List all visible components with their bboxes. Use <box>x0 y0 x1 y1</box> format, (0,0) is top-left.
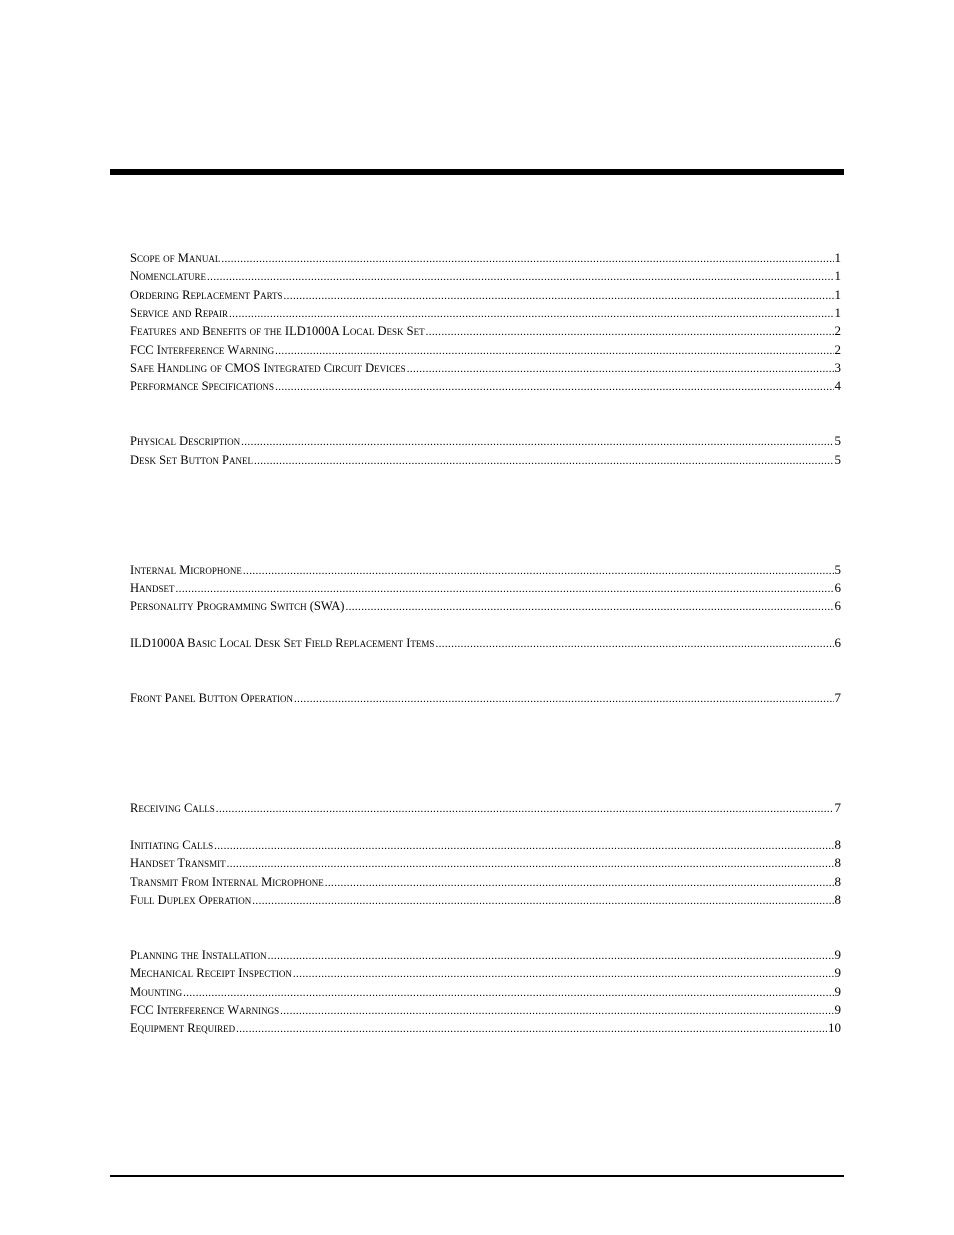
dot-leader <box>325 874 834 892</box>
toc-entry-page: 8 <box>834 874 841 889</box>
toc-entry-ordering-replacement-parts[interactable] <box>130 286 841 304</box>
dot-leader <box>294 690 834 708</box>
toc-entry-title: FCC Interference Warnings <box>130 1003 280 1017</box>
toc-entry-initiating-calls[interactable] <box>130 836 841 854</box>
toc-entry-physical-description[interactable] <box>130 432 841 450</box>
toc-entry-page: 5 <box>834 433 841 448</box>
toc-entry-page: 9 <box>834 965 841 980</box>
toc-entry-page: 6 <box>834 580 841 595</box>
toc-entry-features-and-benefits[interactable] <box>130 322 841 340</box>
toc-entry-nomenclature[interactable] <box>130 267 841 285</box>
toc-entry-title: Mounting <box>130 985 183 999</box>
toc-entry-title: Features and Benefits of the ILD1000A Local Desk Set <box>130 324 425 338</box>
toc-entry-planning-the-installation[interactable] <box>130 946 841 964</box>
toc-entry-personality-programming-switch[interactable] <box>130 597 841 615</box>
toc-entry-page: 7 <box>834 800 841 815</box>
toc-entry-internal-microphone[interactable] <box>130 561 841 579</box>
dot-leader <box>435 635 833 653</box>
toc-entry-receiving-calls[interactable] <box>130 799 841 817</box>
toc-entry-page: 4 <box>834 378 841 393</box>
toc-entry-page: 2 <box>834 323 841 338</box>
toc-entry-desk-set-button-panel[interactable] <box>130 451 841 469</box>
toc-entry-title: Transmit From Internal Microphone <box>130 875 324 889</box>
toc-entry-title: Scope of Manual <box>130 251 221 265</box>
toc-entry-title: Physical Description <box>130 434 241 448</box>
toc-entry-title: Performance Specifications <box>130 379 275 393</box>
toc-entry-page: 1 <box>834 268 841 283</box>
toc-entry-transmit-internal-microphone[interactable] <box>130 873 841 891</box>
toc-entry-page: 5 <box>834 452 841 467</box>
dot-leader <box>221 250 833 268</box>
dot-leader <box>207 268 833 286</box>
dot-leader <box>275 378 833 396</box>
toc-entry-page: 9 <box>834 1002 841 1017</box>
toc-entry-title: Service and Repair <box>130 306 228 320</box>
dot-leader <box>241 433 833 451</box>
toc-entry-scope-of-manual[interactable] <box>130 249 841 267</box>
toc-entry-title: Full Duplex Operation <box>130 893 252 907</box>
toc-entry-page: 6 <box>834 635 841 650</box>
toc-entry-full-duplex-operation[interactable] <box>130 891 841 909</box>
toc-entry-title: Initiating Calls <box>130 838 214 852</box>
dot-leader <box>216 800 834 818</box>
toc-entry-handset[interactable] <box>130 579 841 597</box>
dot-leader <box>254 452 834 470</box>
dot-leader <box>214 837 833 855</box>
dot-leader <box>229 305 834 323</box>
toc-entry-page: 1 <box>834 305 841 320</box>
dot-leader <box>183 984 833 1002</box>
toc-entry-page: 8 <box>834 892 841 907</box>
toc-entry-title: Internal Microphone <box>130 563 242 577</box>
toc-entry-title: Personality Programming Switch (SWA) <box>130 599 345 613</box>
toc-entry-page: 2 <box>834 342 841 357</box>
toc-entry-front-panel-button-operation[interactable] <box>130 689 841 707</box>
toc-entry-fcc-interference-warning[interactable] <box>130 341 841 359</box>
toc-entry-title: FCC Interference Warning <box>130 343 275 357</box>
toc-entry-service-and-repair[interactable] <box>130 304 841 322</box>
toc-entry-title: Receiving Calls <box>130 801 215 815</box>
toc-entry-title: Desk Set Button Panel <box>130 453 253 467</box>
toc-entry-title: Front Panel Button Operation <box>130 691 293 705</box>
dot-leader <box>284 287 834 305</box>
dot-leader <box>243 562 834 580</box>
toc-entry-mechanical-receipt-inspection[interactable] <box>130 964 841 982</box>
toc-entry-page: 1 <box>834 250 841 265</box>
toc-entry-title: Nomenclature <box>130 269 207 283</box>
toc-entry-page: 1 <box>834 287 841 302</box>
toc-entry-page: 3 <box>834 360 841 375</box>
toc-entry-field-replacement-items[interactable] <box>130 634 841 652</box>
toc-entry-fcc-interference-warnings[interactable] <box>130 1001 841 1019</box>
toc-entry-page: 7 <box>834 690 841 705</box>
toc-entry-title: Ordering Replacement Parts <box>130 288 283 302</box>
dot-leader <box>407 360 834 378</box>
dot-leader <box>236 1020 827 1038</box>
toc-entry-equipment-required[interactable] <box>130 1019 841 1037</box>
dot-leader <box>293 965 834 983</box>
dot-leader <box>426 323 834 341</box>
toc-entry-handset-transmit[interactable] <box>130 854 841 872</box>
toc-entry-title: Handset Transmit <box>130 856 226 870</box>
footer-rule <box>110 1175 844 1177</box>
dot-leader <box>268 947 834 965</box>
dot-leader <box>345 598 833 616</box>
dot-leader <box>176 580 834 598</box>
toc-entry-page: 8 <box>834 837 841 852</box>
dot-leader <box>280 1002 833 1020</box>
toc-entry-safe-handling-cmos[interactable] <box>130 359 841 377</box>
toc-entry-title: Safe Handling of CMOS Integrated Circuit Devices <box>130 361 406 375</box>
toc-entry-title: Mechanical Receipt Inspection <box>130 966 292 980</box>
toc-entry-page: 5 <box>834 562 841 577</box>
toc-entry-page: 9 <box>834 984 841 999</box>
toc-entry-title: ILD1000A Basic Local Desk Set Field Replacement Items <box>130 636 435 650</box>
toc-entry-mounting[interactable] <box>130 983 841 1001</box>
dot-leader <box>252 892 833 910</box>
toc-entry-title: Handset <box>130 581 175 595</box>
toc-entry-page: 10 <box>828 1020 841 1035</box>
toc-entry-page: 8 <box>834 855 841 870</box>
toc-entry-performance-specifications[interactable] <box>130 377 841 395</box>
toc-entry-page: 9 <box>834 947 841 962</box>
toc-entry-page: 6 <box>834 598 841 613</box>
header-rule <box>110 169 844 175</box>
dot-leader <box>275 342 833 360</box>
toc-entry-title: Equipment Required <box>130 1021 236 1035</box>
toc-entry-title: Planning the Installation <box>130 948 267 962</box>
dot-leader <box>227 855 834 873</box>
